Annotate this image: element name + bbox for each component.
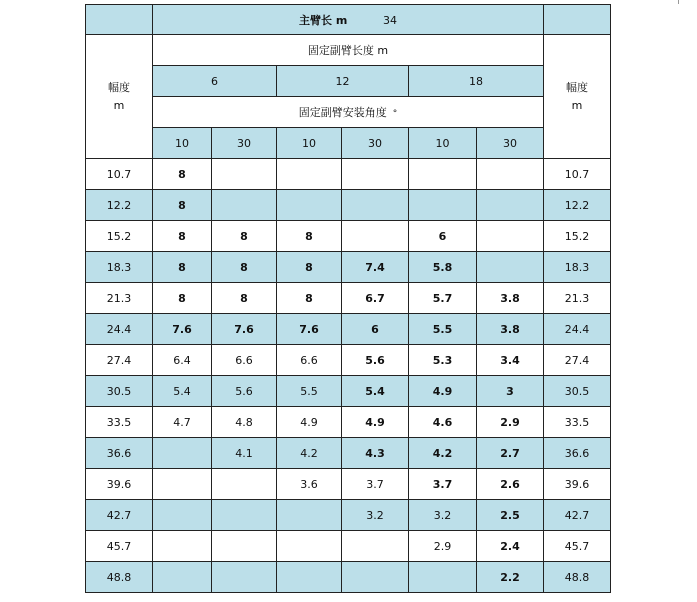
page-corner-mark [678,0,689,4]
radius-cell-left: 21.3 [86,283,153,314]
radius-cell-left: 18.3 [86,252,153,283]
load-value-cell: 2.2 [477,562,544,593]
load-value-cell [212,500,277,531]
angle-cell: 10 [277,128,342,159]
fly-jib-length-row [86,35,611,66]
title-right-cell [544,5,611,35]
main-boom-length-label: 主臂长 m [299,13,348,27]
angle-cell: 30 [477,128,544,159]
table-row [86,376,611,407]
load-value-cell: 3.7 [409,469,477,500]
load-value-cell: 2.5 [477,500,544,531]
load-value-cell: 3.8 [477,283,544,314]
load-value-cell: 2.6 [477,469,544,500]
angle-cell: 30 [212,128,277,159]
table-row [86,469,611,500]
load-value-cell: 8 [212,221,277,252]
radius-cell-left: 45.7 [86,531,153,562]
load-value-cell: 3.2 [342,500,409,531]
load-value-cell: 2.7 [477,438,544,469]
title-left-cell [86,5,153,35]
radius-cell-left: 12.2 [86,190,153,221]
load-value-cell [342,159,409,190]
load-value-cell: 6.4 [153,345,212,376]
load-value-cell [212,190,277,221]
load-value-cell: 4.9 [342,407,409,438]
load-value-cell [212,159,277,190]
jib-length-18: 18 [409,66,544,97]
radius-cell-right: 21.3 [544,283,611,314]
load-value-cell: 7.6 [277,314,342,345]
main-boom-length-value: 34 [382,13,397,27]
radius-cell-right: 15.2 [544,221,611,252]
load-value-cell: 4.2 [409,438,477,469]
load-value-cell: 8 [277,252,342,283]
load-value-cell [409,562,477,593]
load-value-cell: 4.7 [153,407,212,438]
fly-jib-length-header: 固定副臂长度 m [153,35,544,66]
radius-cell-left: 39.6 [86,469,153,500]
load-value-cell: 4.6 [409,407,477,438]
radius-cell-right: 30.5 [544,376,611,407]
radius-cell-right: 45.7 [544,531,611,562]
jib-lengths-row [86,66,611,97]
load-value-cell: 5.8 [409,252,477,283]
angle-cell: 10 [153,128,212,159]
load-value-cell: 5.4 [342,376,409,407]
radius-cell-right: 18.3 [544,252,611,283]
load-value-cell [277,190,342,221]
table-row [86,221,611,252]
radius-cell-left: 33.5 [86,407,153,438]
radius-cell-right: 27.4 [544,345,611,376]
load-value-cell: 7.4 [342,252,409,283]
radius-cell-left: 10.7 [86,159,153,190]
load-value-cell: 8 [212,252,277,283]
radius-unit: m [113,98,125,112]
load-value-cell: 2.9 [409,531,477,562]
radius-cell-right: 12.2 [544,190,611,221]
load-value-cell: 5.5 [277,376,342,407]
load-value-cell [277,159,342,190]
load-value-cell [153,469,212,500]
radius-cell-right: 48.8 [544,562,611,593]
load-value-cell: 8 [212,283,277,314]
fly-jib-angle-label: 固定副臂安装角度 [298,106,387,119]
load-value-cell: 6 [409,221,477,252]
load-value-cell [477,221,544,252]
load-value-cell: 3 [477,376,544,407]
table-row [86,252,611,283]
load-value-cell [477,252,544,283]
load-value-cell [212,531,277,562]
radius-label: 幅度 [108,80,130,94]
table-row [86,531,611,562]
load-value-cell: 3.8 [477,314,544,345]
load-value-cell: 8 [153,283,212,314]
load-value-cell: 8 [153,190,212,221]
load-value-cell [342,562,409,593]
table-row [86,407,611,438]
radius-cell-left: 30.5 [86,376,153,407]
load-value-cell: 5.7 [409,283,477,314]
radius-cell-right: 24.4 [544,314,611,345]
radius-cell-right: 10.7 [544,159,611,190]
load-value-cell: 6.7 [342,283,409,314]
load-value-cell [342,190,409,221]
table-row [86,438,611,469]
load-value-cell: 5.6 [212,376,277,407]
load-value-cell: 8 [153,221,212,252]
jib-length-6: 6 [153,66,277,97]
load-value-cell [342,531,409,562]
load-value-cell: 8 [153,252,212,283]
load-value-cell: 5.6 [342,345,409,376]
load-value-cell: 4.8 [212,407,277,438]
title-row [86,5,611,35]
degree-symbol: ° [392,109,398,119]
radius-cell-left: 15.2 [86,221,153,252]
radius-unit: m [571,98,583,112]
fly-jib-angle-header [153,97,544,128]
radius-cell-left: 48.8 [86,562,153,593]
radius-header-left [86,35,153,159]
table-row [86,345,611,376]
load-value-cell: 3.6 [277,469,342,500]
load-value-cell: 4.9 [277,407,342,438]
load-value-cell: 3.4 [477,345,544,376]
radius-header-right [544,35,611,159]
angles-row [86,128,611,159]
load-value-cell [277,531,342,562]
load-value-cell: 6.6 [277,345,342,376]
load-value-cell [153,531,212,562]
load-chart-table [85,4,611,593]
jib-length-12: 12 [277,66,409,97]
load-value-cell [212,562,277,593]
load-value-cell [153,438,212,469]
load-value-cell: 5.4 [153,376,212,407]
load-value-cell: 5.3 [409,345,477,376]
table-row [86,159,611,190]
radius-label: 幅度 [566,80,588,94]
load-value-cell: 8 [153,159,212,190]
load-value-cell [477,190,544,221]
load-value-cell: 3.2 [409,500,477,531]
radius-cell-right: 39.6 [544,469,611,500]
load-value-cell [409,190,477,221]
table-row [86,190,611,221]
load-value-cell: 7.6 [153,314,212,345]
load-value-cell: 2.9 [477,407,544,438]
load-value-cell: 8 [277,221,342,252]
load-value-cell: 3.7 [342,469,409,500]
load-value-cell [342,221,409,252]
radius-cell-left: 36.6 [86,438,153,469]
radius-cell-left: 27.4 [86,345,153,376]
load-value-cell [477,159,544,190]
main-boom-length-header [153,5,544,35]
load-value-cell [409,159,477,190]
table-row [86,283,611,314]
radius-cell-right: 36.6 [544,438,611,469]
load-value-cell: 5.5 [409,314,477,345]
load-value-cell [277,500,342,531]
table-row [86,500,611,531]
load-value-cell: 4.2 [277,438,342,469]
load-value-cell: 2.4 [477,531,544,562]
radius-cell-left: 24.4 [86,314,153,345]
table-row [86,562,611,593]
angle-cell: 30 [342,128,409,159]
load-value-cell [153,562,212,593]
load-value-cell [153,500,212,531]
load-value-cell: 6 [342,314,409,345]
load-value-cell: 4.3 [342,438,409,469]
table-row [86,314,611,345]
load-value-cell: 8 [277,283,342,314]
radius-cell-left: 42.7 [86,500,153,531]
load-value-cell: 7.6 [212,314,277,345]
load-value-cell: 4.1 [212,438,277,469]
angle-cell: 10 [409,128,477,159]
load-value-cell: 6.6 [212,345,277,376]
load-value-cell: 4.9 [409,376,477,407]
load-value-cell [212,469,277,500]
load-value-cell [277,562,342,593]
fly-jib-angle-row [86,97,611,128]
radius-cell-right: 42.7 [544,500,611,531]
radius-cell-right: 33.5 [544,407,611,438]
